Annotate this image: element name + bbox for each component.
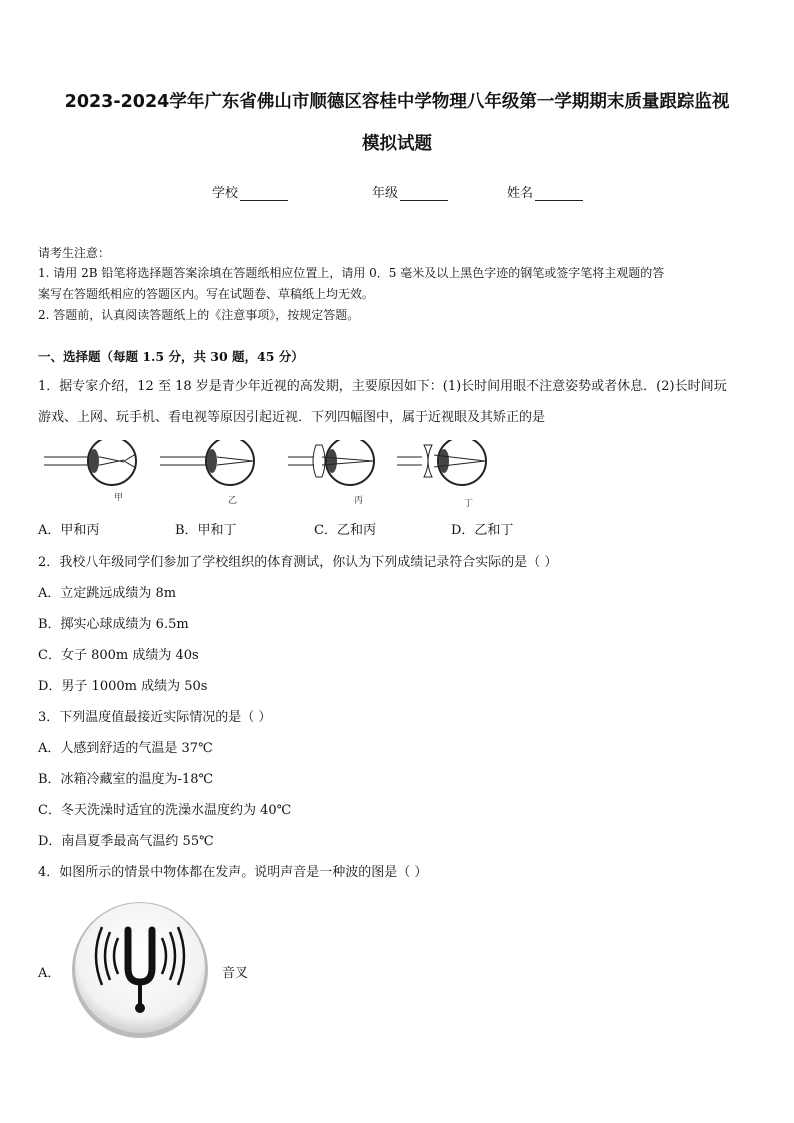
name-blank [535,187,583,201]
notice-item1-line2: 案写在答题纸相应的答题区内。写在试题卷、草稿纸上均无效。 [38,287,375,301]
q2-option-b: B．掷实心球成绩为 6.5m [38,617,189,632]
name-field [507,182,583,201]
eye-label-ding: 丁 [464,499,474,509]
eye-diagram-bing [288,440,374,506]
q1-stem-line2: 游戏、上网、玩手机、看电视等原因引起近视．下列四幅图中，属于近视眼及其矫正的是 [38,410,546,425]
school-field [212,182,288,201]
eye-label-bing: 丙 [354,496,364,506]
notice-item2: 2. 答题前，认真阅读答题纸上的《注意事项》，按规定答题。 [38,308,360,322]
q2-option-d: D．男子 1000m 成绩为 50s [38,679,208,694]
section-title: 一、选择题（每题 1.5 分，共 30 题，45 分） [38,349,304,364]
exam-title-line1: 2023-2024学年广东省佛山市顺德区容桂中学物理八年级第一学期期末质量跟踪监视 [64,92,730,112]
q1-stem-line1: 1．据专家介绍，12 至 18 岁是青少年近视的高发期，主要原因如下：(1)长时间用眼不注意姿势或者休息．(2)长时间玩 [38,379,727,394]
q4-option-a-caption: 音叉 [222,966,249,981]
q3-option-c: C．冬天洗澡时适宜的洗澡水温度约为 40℃ [38,803,292,818]
q4-stem: 4．如图所示的情景中物体都在发声。说明声音是一种波的图是（ ） [38,865,428,880]
q3-option-a: A．人感到舒适的气温是 37℃ [38,741,213,756]
name-label: 姓名 [507,186,534,201]
grade-blank [400,187,448,201]
school-blank [240,187,288,201]
tuning-fork-icon [70,900,210,1040]
q2-option-a: A．立定跳远成绩为 8m [38,586,177,601]
q1-option-a: A．甲和丙 [38,523,100,538]
notice-item1-line1: 1. 请用 2B 铅笔将选择题答案涂填在答题纸相应位置上，请用 0．5 毫米及以上黑色字迹的钢笔或签字笔将主观题的答 [38,266,665,280]
eye-label-jia: 甲 [114,493,124,503]
eye-diagram-yi [160,440,254,506]
q3-stem: 3．下列温度值最接近实际情况的是（ ） [38,710,272,725]
q4-option-a-letter: A． [38,966,61,981]
eye-label-yi: 乙 [228,496,238,506]
q1-eye-diagrams [42,440,502,510]
grade-label: 年级 [372,186,399,201]
exam-title-line2: 模拟试题 [362,134,432,154]
q3-option-d: D．南昌夏季最高气温约 55℃ [38,834,214,849]
q1-option-d: D．乙和丁 [451,523,514,538]
q2-stem: 2．我校八年级同学们参加了学校组织的体育测试，你认为下列成绩记录符合实际的是（ ） [38,555,558,570]
q1-option-c: C．乙和丙 [314,523,376,538]
school-label: 学校 [212,186,239,201]
q2-option-c: C．女子 800m 成绩为 40s [38,648,199,663]
q3-option-b: B．冰箱冷藏室的温度为-18℃ [38,772,214,787]
grade-field [372,182,448,201]
eye-diagram-jia [44,440,136,503]
q4-option-a [38,900,338,1040]
eye-diagram-ding [397,440,486,509]
notice-heading: 请考生注意： [38,246,111,260]
q1-option-b: B．甲和丁 [175,523,237,538]
